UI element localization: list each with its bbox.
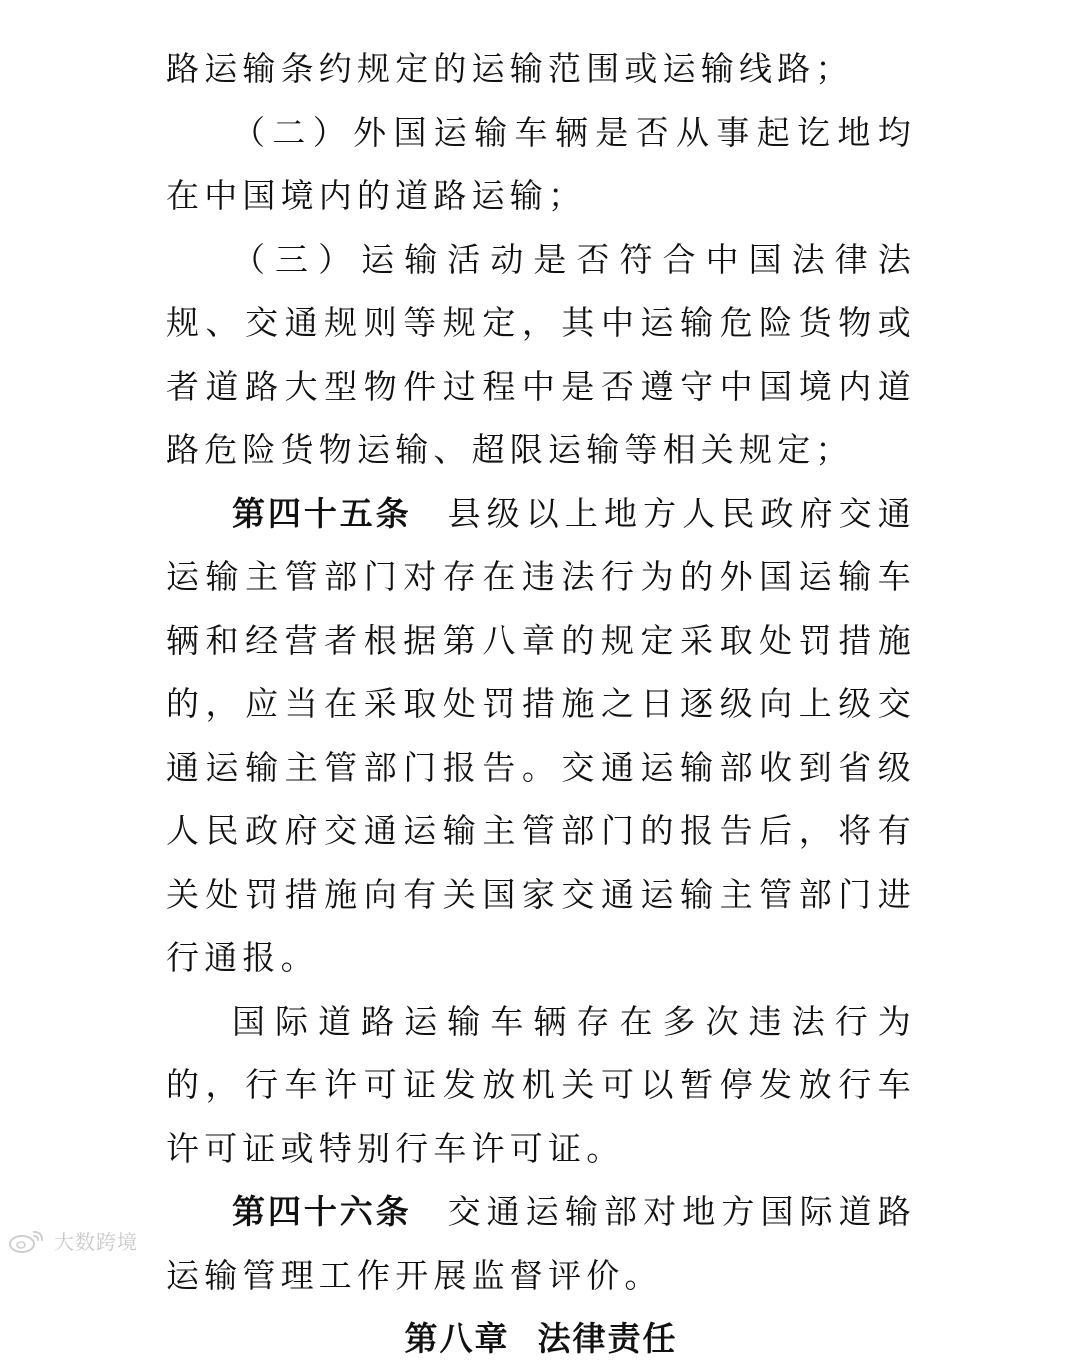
chapter-heading: [166, 1307, 916, 1371]
paragraph-item-3: （三）运输活动是否符合中国法律法规、交通规则等规定，其中运输危险货物或者道路大型物件过程中是否遵守中国境内道路危险货物运输、超限运输等相关规定；: [166, 239, 916, 469]
article-45-text: 县级以上地方人民政府交通运输主管部门对存在违法行为的外国运输车辆和经营者根据第八章的规定采取处罚措施的，应当在采取处罚措施之日逐级向上级交通运输主管部门报告。交通运输部收到省级人民政府交通运输主管部门的报告后，将有关处罚措施向有关国家交通运输主管部门进行通报。: [166, 493, 916, 977]
article-46-number: 第四十六条: [232, 1192, 412, 1231]
document-body: [166, 37, 916, 1371]
paragraph-item-2: （二）外国运输车辆是否从事起讫地均在中国境内的道路运输；: [166, 112, 916, 215]
article-46: [166, 1180, 916, 1307]
chapter-number: 第八章: [404, 1319, 510, 1358]
article-46-text: 交通运输部对地方国际道路运输管理工作开展监督评价。: [166, 1192, 916, 1295]
watermark: [8, 1226, 138, 1255]
watermark-text: 大数跨境: [54, 1230, 138, 1254]
article-45-number: 第四十五条: [232, 493, 412, 533]
article-45: [166, 482, 916, 990]
weibo-logo-icon: [8, 1228, 48, 1254]
paragraph-continuation: 路运输条约规定的运输范围或运输线路；: [166, 49, 854, 88]
article-45-paragraph-2: 国际道路运输车辆存在多次违法行为的，行车许可证发放机关可以暂停发放行车许可证或特别行车许可证。: [166, 1001, 916, 1168]
chapter-title: 法律责任: [537, 1319, 678, 1358]
